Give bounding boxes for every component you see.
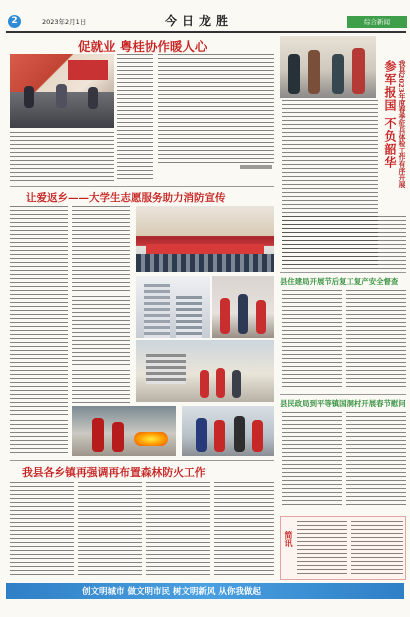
fire-drill-photo-2 (182, 406, 274, 456)
resume-work-text-col2 (346, 290, 406, 390)
fire-safety-text-col2 (72, 206, 130, 294)
fire-safety-text-col1 (10, 206, 68, 418)
supervision-text-col1 (282, 412, 342, 508)
issue-date: 2023年2月1日 (42, 18, 87, 26)
resume-work-text-col1 (282, 290, 342, 390)
masthead: 今日龙胜 (165, 14, 234, 28)
grassroots-vertical-subheadline: 我县2023年度春季征兵体检工作有序开展 (397, 60, 405, 188)
footer-slogan: 创文明城市 做文明市民 树文明新风 从你我做起 (82, 587, 261, 597)
section-rule-4 (10, 460, 274, 461)
section-tab: 综合新闻 (347, 16, 407, 28)
supervision-text-col2 (346, 412, 406, 508)
employment-byline (240, 165, 272, 169)
fire-safety-photo-group (136, 206, 274, 272)
forest-fire-text-col3 (146, 482, 210, 578)
resume-work-headline: 县住建局开展节后复工复产安全督查 (280, 277, 399, 286)
brief-text-col1 (297, 521, 347, 577)
section-rule-3 (280, 394, 406, 395)
fire-safety-photo-street (136, 340, 274, 402)
forest-fire-headline: 我县各乡镇再强调再布置森林防火工作 (22, 466, 206, 479)
employment-photo (10, 54, 114, 128)
page-header (0, 0, 410, 34)
page-number-badge: 2 (8, 15, 21, 28)
grassroots-vertical-headline: 参军报国 不负韶华 (383, 60, 397, 170)
employment-text-right (117, 54, 153, 182)
header-rule (6, 31, 406, 33)
section-rule-1 (10, 186, 274, 187)
brief-text-col2 (351, 521, 403, 577)
fire-safety-photo-building (136, 276, 210, 338)
forest-fire-text-col1 (10, 482, 74, 578)
section-rule-2 (280, 272, 406, 273)
fire-safety-text-col3 (72, 296, 130, 368)
employment-headline: 促就业 粤桂协作暖人心 (78, 39, 208, 54)
forest-pre-text (10, 420, 68, 456)
grassroots-photo (280, 36, 376, 98)
employment-text-col2 (158, 54, 274, 166)
brief-box (280, 516, 406, 580)
fire-safety-headline: 让爱返乡——大学生志愿服务助力消防宣传 (26, 192, 226, 204)
fire-drill-photo-1 (72, 406, 176, 456)
forest-fire-text-col2 (78, 482, 142, 578)
fire-safety-photo-volunteers (212, 276, 274, 338)
forest-fire-text-col4 (214, 482, 274, 578)
brief-label: 简讯 (284, 531, 294, 547)
footer-banner (6, 583, 404, 599)
employment-text-left (10, 132, 114, 182)
supervision-headline: 县民政局到平等镇国洞村开展春节慰问 (280, 399, 406, 408)
grassroots-text-b (282, 216, 406, 270)
